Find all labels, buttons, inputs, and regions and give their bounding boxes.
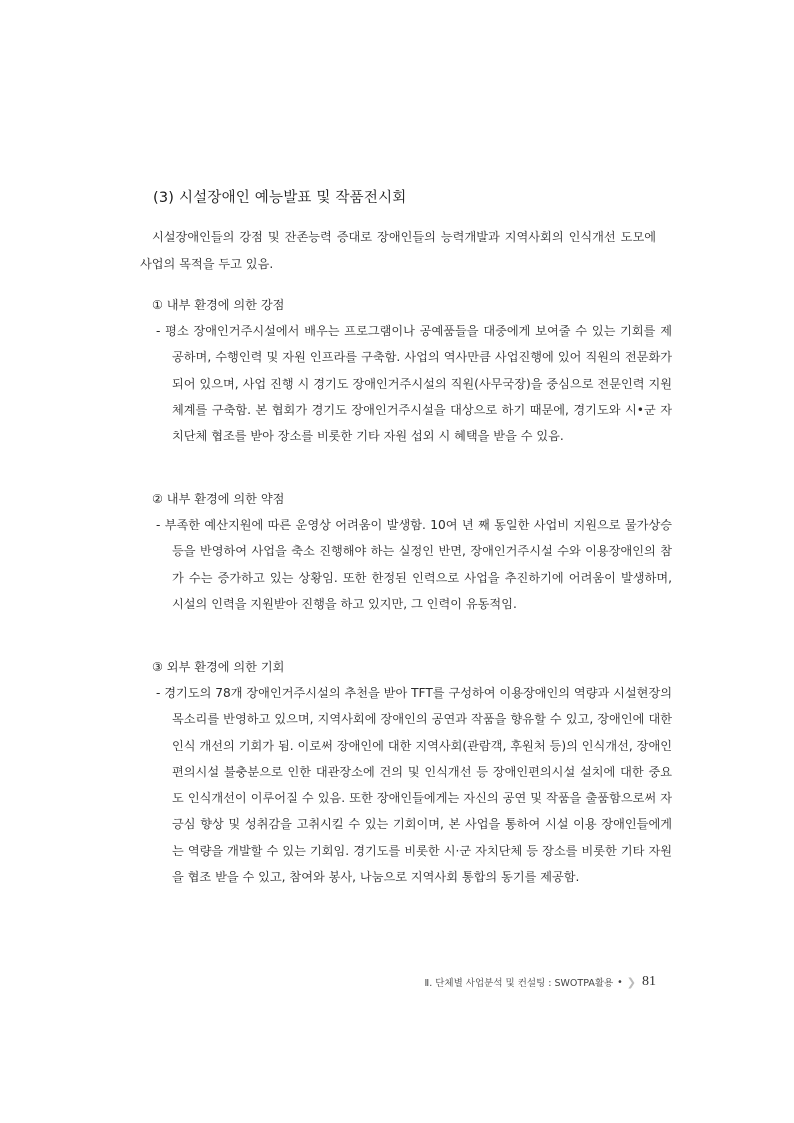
footer-chapter-title: Ⅱ. 단체별 사업분석 및 컨설팅 : SWOTPA활용 (424, 978, 614, 989)
footer-bullet: • (617, 976, 623, 988)
section-heading: (3) 시설장애인 예능발표 및 작품전시회 (153, 190, 407, 206)
weakness-title: ② 내부 환경에 의한 약점 (152, 492, 285, 506)
opportunity-body: - 경기도의 78개 장애인거주시설의 추천을 받아 TFT를 구성하여 이용장애인의 역량과 시설현장의 목소리를 반영하고 있으며, 지역사회에 장애인의 공연과 작품을 향유할 수 있고, 장애인에 대한 인식 개선의 기회가 됨. 이로써 장애인에 대한 지역사회(관람객, 후원처 등)의 인식개선, 장애인 편의시설 불충분으로 인한 대관장소에 건의 및 인식개선 등 장애인편의시설 설치에 대한 중요도 인식개선이 이루어질 수 있음. 또한 장애인들에게는 자신의 공연 및 작품을 출품함으로써 자긍심 향상 및 성취감을 고취시킬 수 있는 기회이며, 본 사업을 통하여 시설 이용 장애인들에게는 역량을 개발할 수 있는 기회임. 경기도를 비롯한 시·군 자치단체 등 장소를 비롯한 기타 자원을 협조 받을 수 있고, 참여와 봉사, 나눔으로 지역사회 통합의 동기를 제공함. (156, 686, 672, 885)
chevron-right-icon: ❯ (626, 975, 636, 989)
strength-body: - 평소 장애인거주시설에서 배우는 프로그램이나 공예품들을 대중에게 보여줄 수 있는 기회를 제공하며, 수행인력 및 자원 인프라를 구축함. 사업의 역사만큼 사업진행에 있어 직원의 전문화가 되어 있으며, 사업 진행 시 경기도 장애인거주시설의 직원(사무국장)을 중심으로 전문인력 지원체계를 구축함. 본 협회가 경기도 장애인거주시설을 대상으로 하기 때문에, 경기도와 시•군 자치단체 협조를 받아 장소를 비롯한 기타 자원 섭외 시 혜택을 받을 수 있음. (156, 324, 673, 444)
page-footer (420, 971, 656, 993)
opportunity-title: ③ 외부 환경에 의한 기회 (152, 660, 285, 674)
page-number: 81 (642, 974, 656, 989)
intro-paragraph: 시설장애인들의 강점 및 잔존능력 증대로 장애인들의 능력개발과 지역사회의 인식개선 도모에 사업의 목적을 두고 있음. (140, 230, 656, 271)
weakness-body: - 부족한 예산지원에 따른 운영상 어려움이 발생함. 10여 년 째 동일한 사업비 지원으로 물가상승 등을 반영하여 사업을 축소 진행해야 하는 실정인 반면, 장애인거주시설 수와 이용장애인의 참가 수는 증가하고 있는 상황임. 또한 한정된 인력으로 사업을 추진하기에 어려움이 발생하며, 시설의 인력을 지원받아 진행을 하고 있지만, 그 인력이 유동적임. (156, 518, 672, 611)
strength-title: ① 내부 환경에 의한 강점 (152, 298, 285, 312)
